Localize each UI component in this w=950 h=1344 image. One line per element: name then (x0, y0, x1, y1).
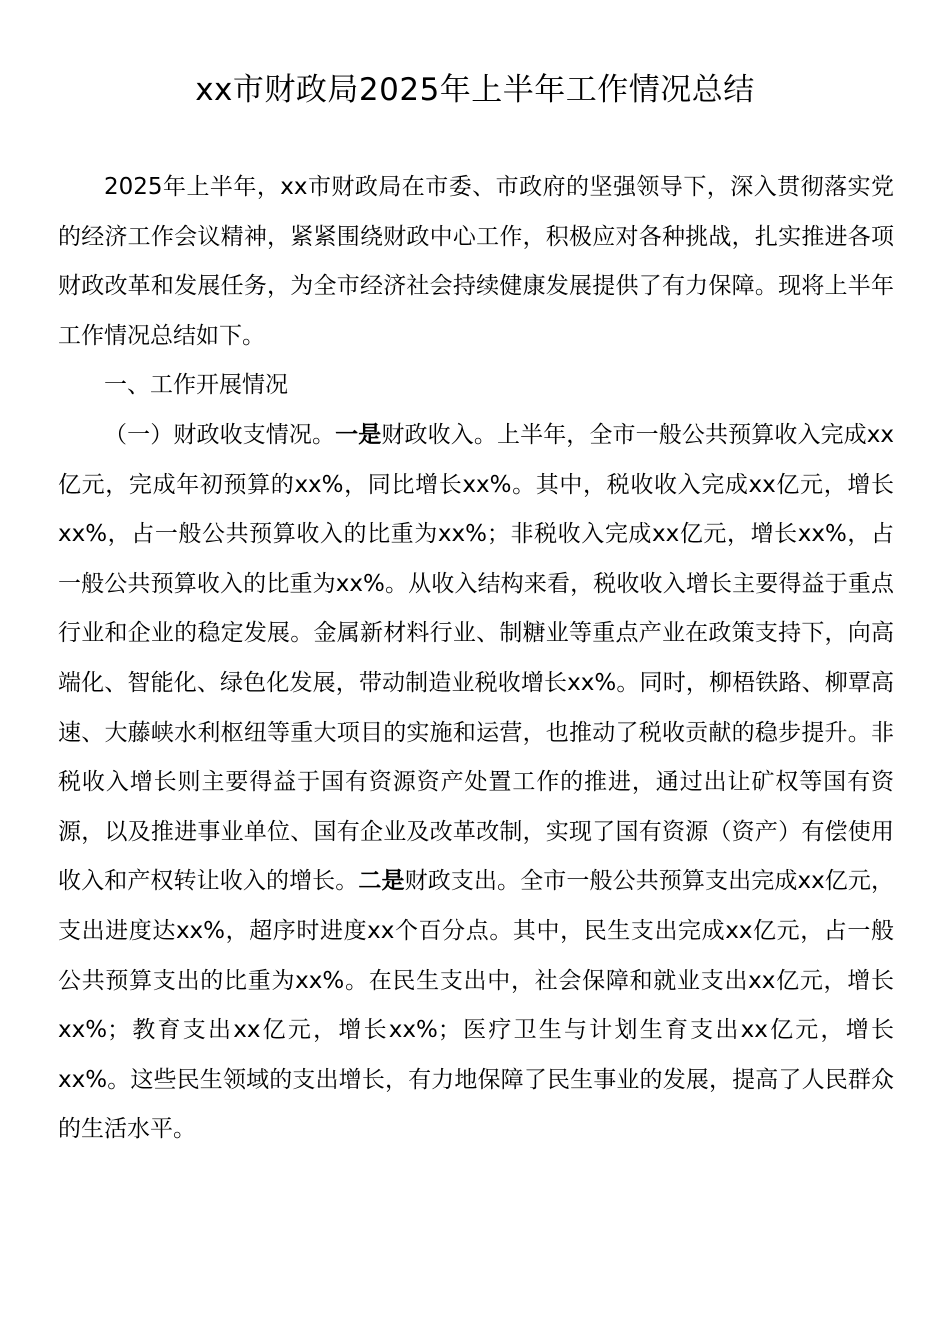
subsection-lead: （一）财政收支情况。 (104, 421, 336, 448)
point-one-text: 财政收入。上半年，全市一般公共预算收入完成xx亿元，完成年初预算的xx%，同比增长xx%。其中，税收收入完成xx亿元，增长xx%，占一般公共预算收入的比重为xx%；非税收入完成xx亿元，增长xx%，占一般公共预算收入的比重为xx%。从收入结构来看，税收收入增长主要得益于重点行业和企业的稳定发展。金属新材料行业、制糖业等重点产业在政策支持下，向高端化、智能化、绿色化发展，带动制造业税收增长xx%。同时，柳梧铁路、柳覃高速、大藤峡水利枢纽等重大项目的实施和运营，也推动了税收贡献的稳步提升。非税收入增长则主要得益于国有资源资产处置工作的推进，通过出让矿权等国有资源，以及推进事业单位、国有企业及改革改制，实现了国有资源（资产）有偿使用收入和产权转让收入的增长。 (58, 421, 895, 895)
point-two-label: 二是 (358, 868, 405, 895)
point-one-label: 一是 (335, 421, 382, 448)
point-two-text: 财政支出。全市一般公共预算支出完成xx亿元，支出进度达xx%，超序时进度xx个百分点。其中，民生支出完成xx亿元，占一般公共预算支出的比重为xx%。在民生支出中，社会保障和就业支出xx亿元，增长xx%；教育支出xx亿元，增长xx%；医疗卫生与计划生育支出xx亿元，增长xx%。这些民生领域的支出增长，有力地保障了民生事业的发展，提高了人民群众的生活水平。 (58, 868, 894, 1143)
document-body (58, 163, 894, 1155)
section-heading: 一、工作开展情况 (104, 372, 288, 399)
intro-paragraph: 2025年上半年，xx市财政局在市委、市政府的坚强领导下，深入贯彻落实党的经济工作会议精神，紧紧围绕财政中心工作，积极应对各种挑战，扎实推进各项财政改革和发展任务，为全市经济社会持续健康发展提供了有力保障。现将上半年工作情况总结如下。 (58, 174, 894, 349)
document-title: xx市财政局2025年上半年工作情况总结 (195, 72, 755, 108)
finance-paragraph (58, 411, 894, 1155)
